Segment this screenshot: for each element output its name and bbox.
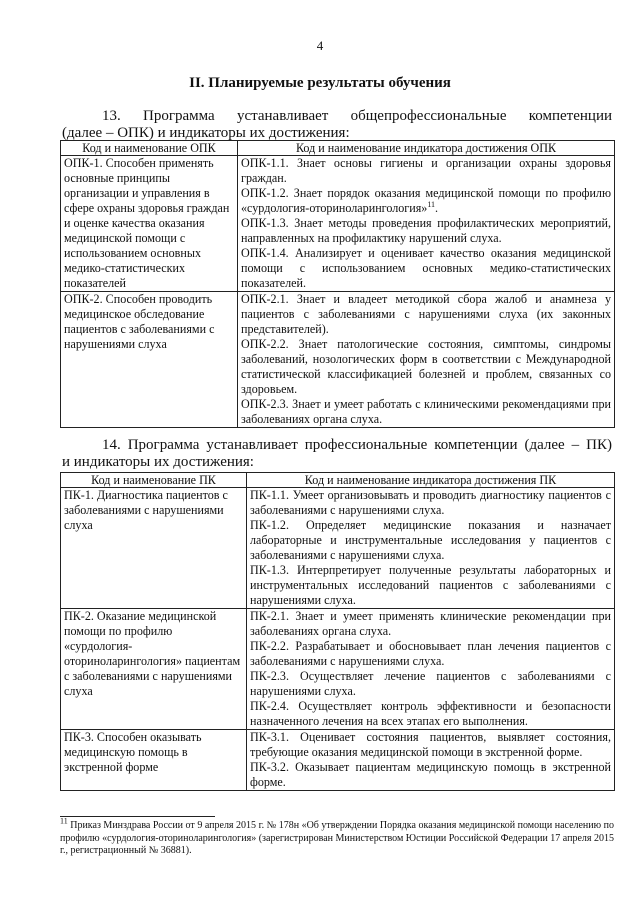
pk-intro-line1: 14. Программа устанавливает профессиональные компетенции (далее – ПК) <box>102 437 612 453</box>
competence-cell: ПК-3. Способен оказывать медицинскую помощь в экстренной форме <box>61 730 247 791</box>
table-row <box>61 156 615 292</box>
indicator-item: ПК-2.4. Осуществляет контроль эффективности и безопасности назначенного лечения на всех этапах его выполнения. <box>250 699 611 728</box>
indicator-item: ПК-1.2. Определяет медицинские показания и назначает лабораторные и инструментальные исследования у пациентов с заболеваниями с нарушениями слуха. <box>250 518 611 562</box>
indicator-item: ОПК-1.4. Анализирует и оценивает качество оказания медицинской помощи с использованием основных медико-статистических показателей. <box>241 246 611 290</box>
indicator-item: ОПК-2.1. Знает и владеет методикой сбора жалоб и анамнеза у пациентов с заболеваниями с нарушениями слуха (их законных представителей). <box>241 292 611 336</box>
competence-cell: ОПК-1. Способен применять основные принципы организации и управления в сфере охраны здоровья граждан и оценке качества оказания медицинской помощи с использованием основных медико-статистических показателей <box>61 156 238 292</box>
footnote <box>60 816 614 858</box>
competence-cell: ПК-2. Оказание медицинской помощи по профилю «сурдология-оториноларингология» пациентам с заболеваниями с нарушениями слуха <box>61 609 247 730</box>
indicator-item: ПК-2.1. Знает и умеет применять клинические рекомендации при заболеваниях органа слуха. <box>250 609 611 638</box>
indicator-item: ПК-2.2. Разрабатывает и обосновывает план лечения пациентов с заболеваниями с нарушениями слуха. <box>250 639 611 668</box>
indicators-cell <box>247 488 615 609</box>
indicator-item: ОПК-2.2. Знает патологические состояния, симптомы, синдромы заболеваний, нозологических форм в соответствии с Международной статистической классификацией болезней и проблем, связанных со здоровьем. <box>241 337 611 396</box>
opk-table <box>60 140 615 428</box>
indicator-item: ОПК-1.1. Знает основы гигиены и организации охраны здоровья граждан. <box>241 156 611 185</box>
footnote-text: Приказ Минздрава России от 9 апреля 2015 г. № 178н «Об утверждении Порядка оказания медицинской помощи населению по профилю «сурдология-оториноларингология» (зарегистрирован Министерством Юстиции Российской Федерации 17 апреля 2015 г., регистрационный № 36881). <box>60 820 614 856</box>
column-header-opk: Код и наименование ОПК <box>61 141 238 156</box>
indicators-cell <box>238 292 615 428</box>
competence-cell: ПК-1. Диагностика пациентов с заболеваниями с нарушениями слуха <box>61 488 247 609</box>
column-header-pk-indicator: Код и наименование индикатора достижения ПК <box>247 473 615 488</box>
opk-intro-line2: (далее – ОПК) и индикаторы их достижения: <box>62 125 350 141</box>
competence-cell: ОПК-2. Способен проводить медицинское обследование пациентов с заболеваниями с нарушениями слуха <box>61 292 238 428</box>
footnote-reference[interactable]: 11 <box>427 199 436 209</box>
opk-intro-paragraph <box>62 108 612 142</box>
indicator-item: ОПК-1.3. Знает методы проведения профилактических мероприятий, направленных на профилактику нарушений слуха. <box>241 216 611 245</box>
opk-intro-line1: 13. Программа устанавливает общепрофессиональные компетенции <box>102 108 612 124</box>
footnote-marker: 11 <box>60 816 68 826</box>
pk-intro-line2: и индикаторы их достижения: <box>62 454 254 470</box>
indicator-item: ПК-1.1. Умеет организовывать и проводить диагностику пациентов с заболеваниями с нарушениями слуха. <box>250 488 611 517</box>
indicator-tail: . <box>435 201 439 215</box>
section-title: II. Планируемые результаты обучения <box>189 75 451 91</box>
footnote-divider <box>60 816 215 817</box>
indicator-item: ПК-3.2. Оказывает пациентам медицинскую помощь в экстренной форме. <box>250 760 611 789</box>
table-header-row <box>61 473 615 488</box>
table-row <box>61 609 615 730</box>
pk-intro-paragraph <box>62 437 612 471</box>
indicator-item: ПК-1.3. Интерпретирует полученные результаты лабораторных и инструментальных исследований пациентов с заболеваниями с нарушениями слуха. <box>250 563 611 607</box>
indicators-cell <box>238 156 615 292</box>
indicators-cell <box>247 730 615 791</box>
indicator-text: ОПК-1.2. Знает порядок оказания медицинской помощи по профилю «сурдология-оториноларингология» <box>241 186 611 215</box>
pk-table <box>60 472 615 791</box>
table-row <box>61 730 615 791</box>
table-row <box>61 292 615 428</box>
indicator-item: ПК-2.3. Осуществляет лечение пациентов с заболеваниями с нарушениями слуха. <box>250 669 611 698</box>
table-header-row <box>61 141 615 156</box>
table-row <box>61 488 615 609</box>
page-number: 4 <box>316 38 324 53</box>
indicator-item: ПК-3.1. Оценивает состояния пациентов, выявляет состояния, требующие оказания медицинской помощи в экстренной форме. <box>250 730 611 759</box>
column-header-opk-indicator: Код и наименование индикатора достижения ОПК <box>238 141 615 156</box>
indicator-item: ОПК-2.3. Знает и умеет работать с клиническими рекомендациями при заболеваниях органа слуха. <box>241 397 611 426</box>
column-header-pk: Код и наименование ПК <box>61 473 247 488</box>
indicators-cell <box>247 609 615 730</box>
indicator-item <box>241 186 611 216</box>
